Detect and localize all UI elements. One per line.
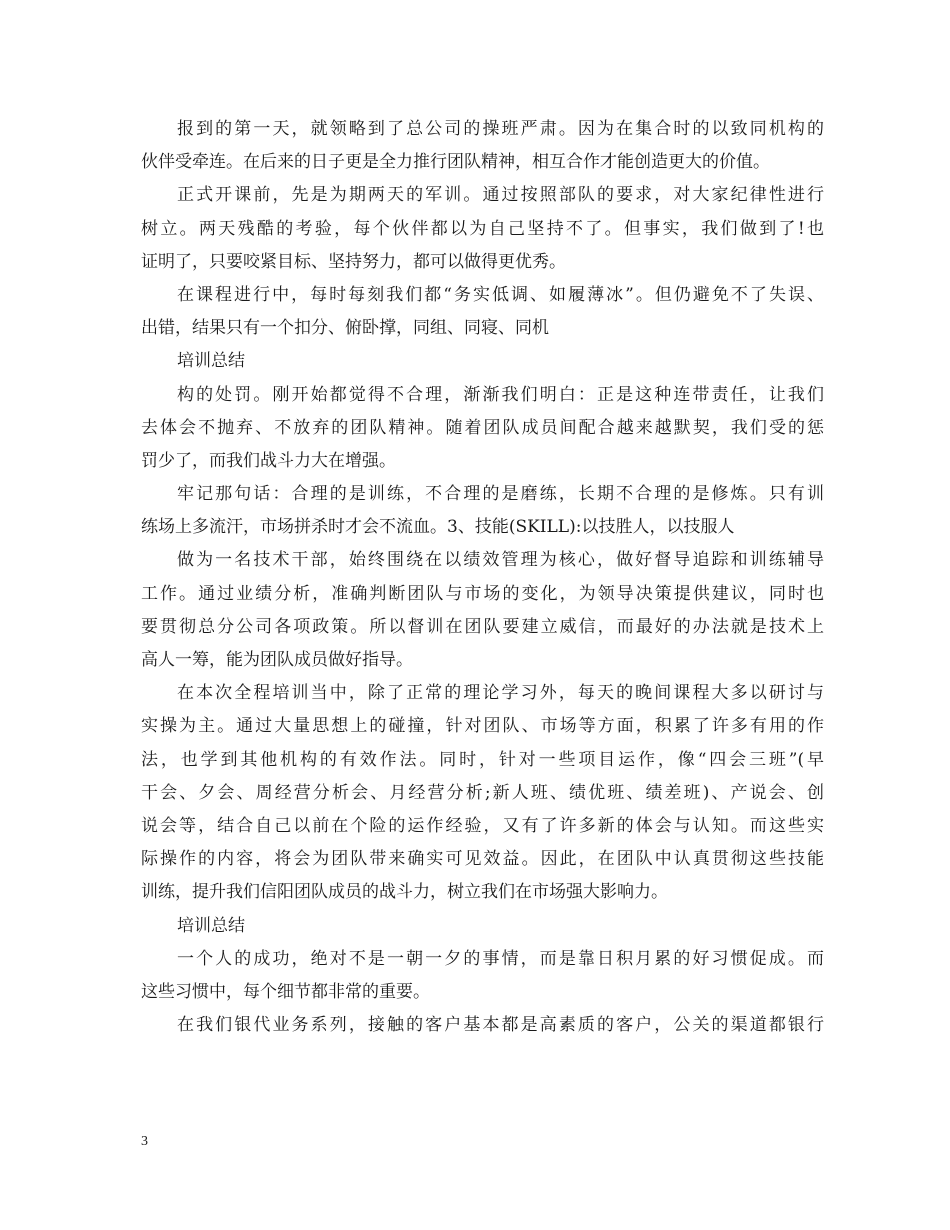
text-line: 牢记那句话：合理的是训练，不合理的是磨练，长期不合理的是修炼。只有训 bbox=[177, 484, 824, 505]
text-line: 干会、夕会、周经营分析会、月经营分析;新人班、绩优班、绩差班)、产说会、创 bbox=[141, 782, 824, 803]
text-line: 罚少了，而我们战斗力大在增强。 bbox=[141, 450, 396, 471]
text-line: 去体会不抛弃、不放弃的团队精神。随着团队成员间配合越来越默契，我们受的惩 bbox=[141, 417, 824, 438]
text-line: 报到的第一天，就领略到了总公司的操班严肃。因为在集合时的以致同机构的 bbox=[177, 119, 824, 139]
text-line: 实操为主。通过大量思想上的碰撞，针对团队、市场等方面，积累了许多有用的作 bbox=[141, 716, 824, 737]
text-line: 要贯彻总分公司各项政策。所以督训在团队要建立威信，而最好的办法就是技术上 bbox=[141, 616, 824, 637]
text-line: 这些习惯中，每个细节都非常的重要。 bbox=[141, 981, 430, 1002]
text-line: 出错，结果只有一个扣分、俯卧撑，同组、同寝、同机 bbox=[141, 318, 549, 339]
text-line: 构的处罚。刚开始都觉得不合理，渐渐我们明白：正是这种连带责任，让我们 bbox=[177, 384, 824, 405]
text-line: 一个人的成功，绝对不是一朝一夕的事情，而是靠日积月累的好习惯促成。而 bbox=[177, 948, 824, 969]
text-line: 证明了，只要咬紧目标、坚持努力，都可以做得更优秀。 bbox=[141, 251, 566, 272]
text-line: 工作。通过业绩分析，准确判断团队与市场的变化，为领导决策提供建议，同时也 bbox=[141, 583, 824, 604]
text-line: 说会等，结合自己以前在个险的运作经验，又有了许多新的体会与认知。而这些实 bbox=[141, 815, 824, 836]
text-line: 培训总结 bbox=[177, 915, 245, 936]
document-body bbox=[141, 113, 824, 1042]
text-line: 法，也学到其他机构的有效作法。同时，针对一些项目运作，像“四会三班”(早 bbox=[141, 749, 824, 770]
text-line: 练场上多流汗，市场拼杀时才会不流血。3、技能(SKILL):以技胜人，以技服人 bbox=[141, 517, 735, 538]
text-line: 在课程进行中，每时每刻我们都“务实低调、如履薄冰”。但仍避免不了失误、 bbox=[177, 284, 824, 305]
page-number: 3 bbox=[141, 1134, 148, 1149]
text-line: 际操作的内容，将会为团队带来确实可见效益。因此，在团队中认真贯彻这些技能 bbox=[141, 849, 824, 870]
text-line: 在我们银代业务系列，接触的客户基本都是高素质的客户，公关的渠道都银行 bbox=[177, 1015, 824, 1036]
text-line: 训练，提升我们信阳团队成员的战斗力，树立我们在市场强大影响力。 bbox=[141, 882, 668, 903]
text-line: 高人一筹，能为团队成员做好指导。 bbox=[141, 650, 413, 670]
text-line: 在本次全程培训当中，除了正常的理论学习外，每天的晚间课程大多以研讨与 bbox=[177, 683, 824, 704]
text-line: 做为一名技术干部，始终围绕在以绩效管理为核心，做好督导追踪和训练辅导 bbox=[177, 550, 824, 571]
text-line: 培训总结 bbox=[177, 351, 245, 372]
text-line: 树立。两天残酷的考验，每个伙伴都以为自己坚持不了。但事实，我们做到了!也 bbox=[141, 218, 824, 239]
text-line: 伙伴受牵连。在后来的日子更是全力推行团队精神，相互合作才能创造更大的价值。 bbox=[141, 152, 770, 173]
text-line: 正式开课前，先是为期两天的军训。通过按照部队的要求，对大家纪律性进行 bbox=[177, 185, 824, 206]
